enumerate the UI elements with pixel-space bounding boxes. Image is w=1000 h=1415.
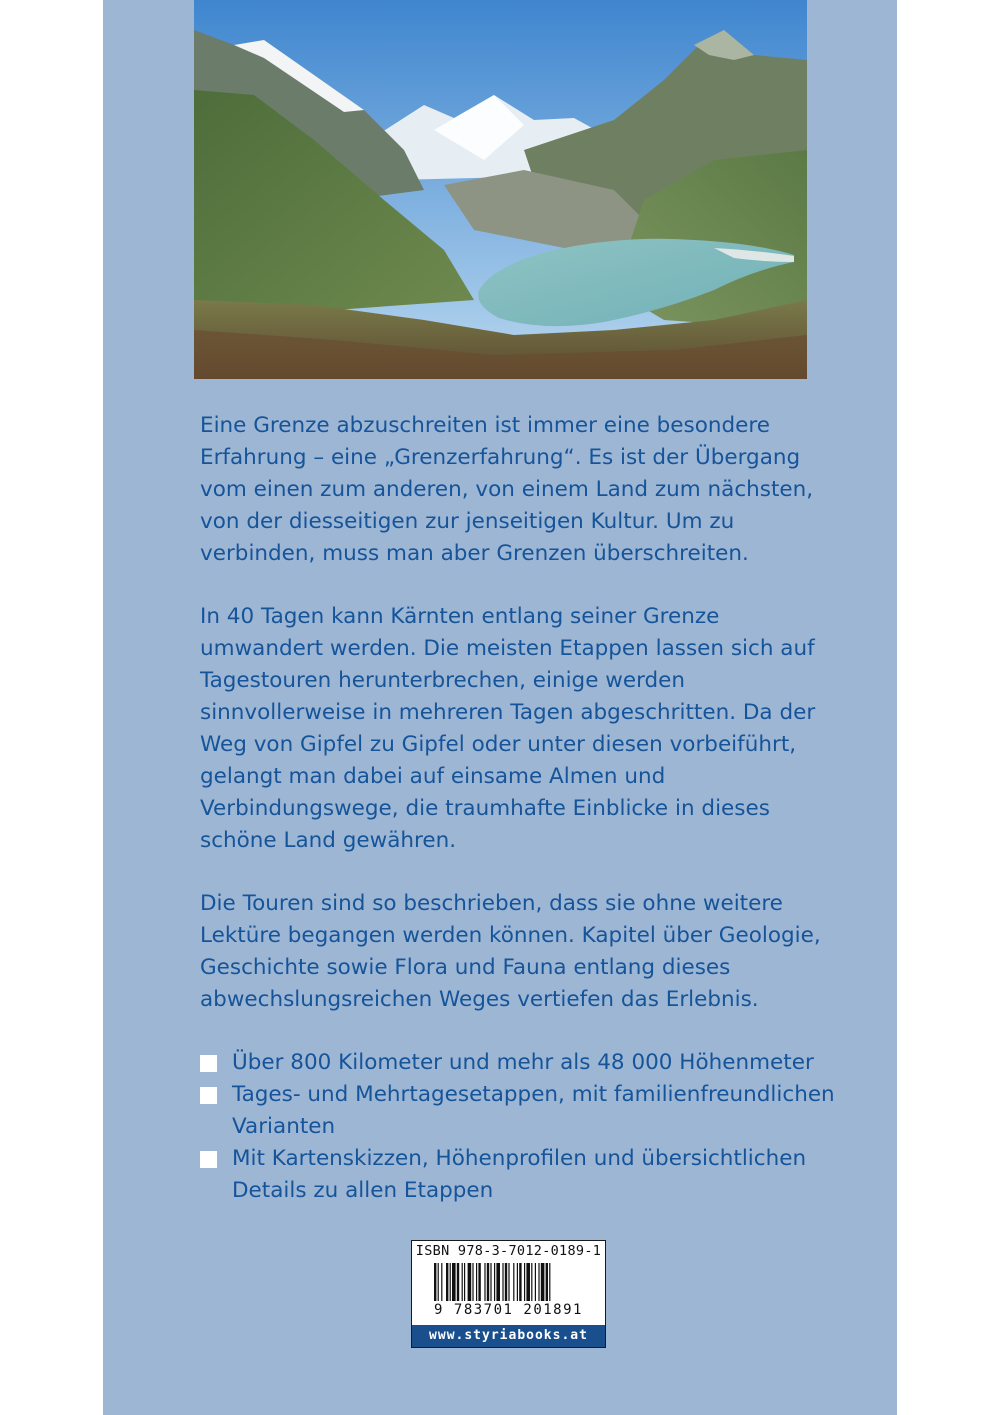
barcode-bar — [524, 1263, 525, 1301]
cover-photo-mountain-lake — [194, 0, 807, 379]
isbn-barcode — [411, 1240, 606, 1348]
barcode-bar — [490, 1263, 491, 1301]
barcode-bar — [513, 1263, 514, 1301]
barcode-bar — [441, 1263, 442, 1301]
back-cover — [103, 0, 897, 1415]
barcode-bar — [472, 1263, 473, 1301]
isbn-label: ISBN 978-3-7012-0189-1 — [415, 1243, 602, 1259]
barcode-bar — [502, 1263, 503, 1301]
barcode-bar — [538, 1263, 539, 1301]
barcode-bar — [446, 1263, 448, 1301]
barcode-bar — [468, 1263, 472, 1301]
square-bullet-icon — [200, 1151, 217, 1168]
barcode-bar — [462, 1263, 463, 1301]
barcode-bar — [484, 1263, 485, 1301]
barcode-bar — [549, 1263, 550, 1301]
barcode-bar — [526, 1263, 530, 1301]
feature-item — [200, 1143, 840, 1207]
square-bullet-icon — [200, 1055, 217, 1072]
barcode-bar — [519, 1263, 521, 1301]
barcode-bar — [517, 1263, 518, 1301]
barcode-digits: 9 783701 201891 — [434, 1302, 583, 1318]
barcode-bar — [508, 1263, 509, 1301]
feature-text: Über 800 Kilometer und mehr als 48 000 Höhenmeter — [232, 1050, 814, 1075]
barcode-bar — [452, 1263, 456, 1301]
barcode-bar — [438, 1263, 439, 1301]
square-bullet-icon — [200, 1087, 217, 1104]
barcode-bar — [546, 1263, 548, 1301]
barcode-bar — [494, 1263, 495, 1301]
barcode-graphic — [412, 1263, 605, 1305]
barcode-bar — [535, 1263, 536, 1301]
barcode-bar — [496, 1263, 500, 1301]
feature-text: Mit Kartenskizzen, Höhenprofilen und übersichtlichen Details zu allen Etappen — [232, 1146, 807, 1203]
feature-item — [200, 1079, 840, 1143]
barcode-bar — [531, 1263, 532, 1301]
barcode-bar — [541, 1263, 545, 1301]
paragraph-3: Die Touren sind so beschrieben, dass sie ohne weitere Lektüre begangen werden können. Kapitel über Geologie, Geschichte sowie Flora und Fauna entlang dieses abwechslungsreichen Weges vertiefen das Erlebnis. — [200, 891, 821, 1012]
blurb-text — [200, 410, 840, 1207]
barcode-bar — [505, 1263, 507, 1301]
barcode-bar — [434, 1263, 436, 1301]
paragraph-2: In 40 Tagen kann Kärnten entlang seiner Grenze umwandert werden. Die meisten Etappen lassen sich auf Tagestouren herunterbrechen, einige werden sinnvollerweise in mehreren Tagen abgeschritten. Da der Weg von Gipfel zu Gipfel oder unter diesen vorbeiführt, gelangt man dabei auf einsame Almen und Verbindungswege, die traumhafte Einblicke in dieses schöne Land gewähren. — [200, 604, 816, 853]
barcode-bar — [476, 1263, 477, 1301]
barcode-bar — [457, 1263, 459, 1301]
mountain-lake-illustration — [194, 0, 807, 379]
feature-text: Tages- und Mehrtagesetappen, mit familienfreundlichen Varianten — [232, 1082, 835, 1139]
feature-item — [200, 1047, 840, 1079]
publisher-website: www.styriabooks.at — [412, 1325, 605, 1347]
paragraph-1: Eine Grenze abzuschreiten ist immer eine besondere Erfahrung – eine „Grenzerfahrung“. Es ist der Übergang vom einen zum anderen, von einem Land zum nächsten, von der diesseitigen zur jenseitigen Kultur. Um zu verbinden, muss man aber Grenzen überschreiten. — [200, 413, 814, 566]
barcode-bar — [478, 1263, 480, 1301]
barcode-bar — [464, 1263, 465, 1301]
barcode-bar — [450, 1263, 451, 1301]
feature-list — [200, 1047, 840, 1207]
barcode-bar — [487, 1263, 489, 1301]
